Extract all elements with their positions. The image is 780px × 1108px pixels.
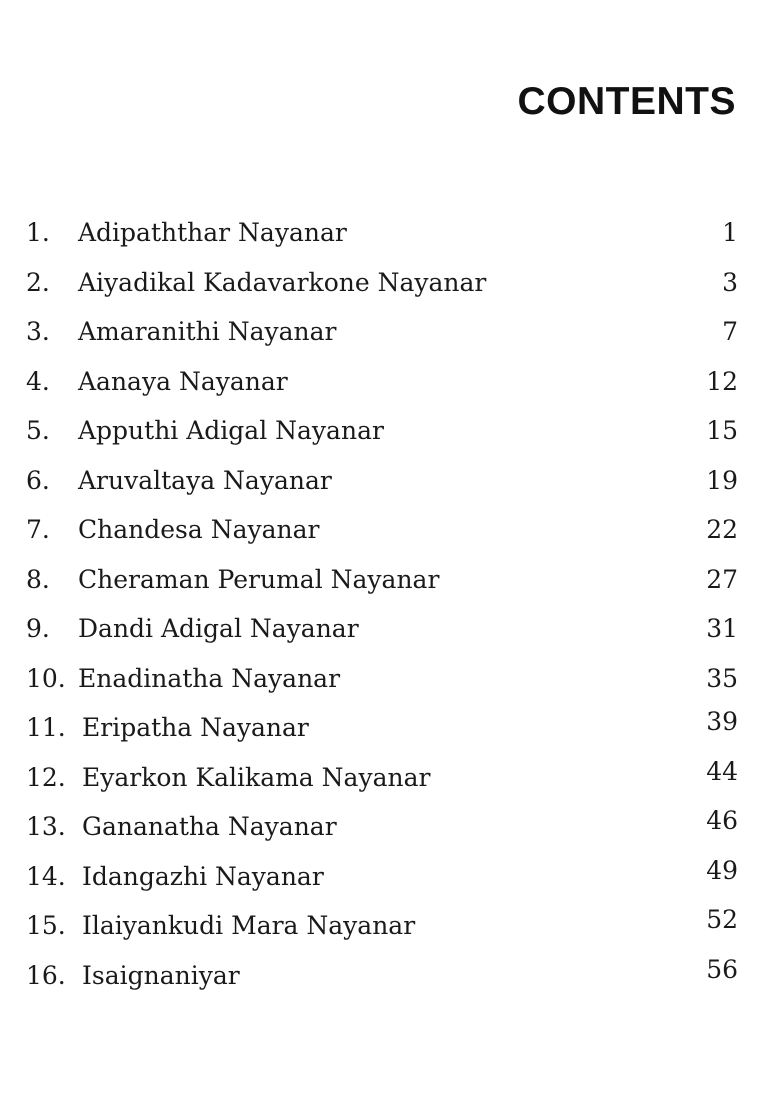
entry-number: 1.: [26, 218, 50, 247]
entry-title: Aruvaltaya Nayanar: [78, 465, 332, 495]
entry-title: Aiyadikal Kadavarkone Nayanar: [78, 267, 487, 297]
entry-title: Adipaththar Nayanar: [78, 218, 347, 247]
entry-title: Apputhi Adigal Nayanar: [78, 416, 384, 445]
entry-title: Eripatha Nayanar: [82, 713, 309, 742]
toc-entry[interactable]: [26, 954, 738, 1011]
table-of-contents: [26, 218, 738, 1010]
entry-title: Enadinatha Nayanar: [78, 663, 341, 693]
entry-title: Cheraman Perumal Nayanar: [78, 564, 440, 594]
entry-number: 8.: [26, 564, 50, 594]
entry-page-number: 19: [706, 465, 738, 495]
entry-page-number: 49: [706, 855, 738, 885]
toc-entry[interactable]: [26, 416, 738, 466]
toc-entry[interactable]: [26, 905, 738, 961]
entry-number: 13.: [26, 812, 66, 841]
toc-entry[interactable]: [26, 268, 738, 318]
entry-page-number: 46: [706, 806, 738, 835]
entry-number: 5.: [26, 416, 50, 445]
entry-title: Eyarkon Kalikama Nayanar: [82, 762, 431, 792]
toc-entry[interactable]: [26, 317, 738, 367]
entry-page-number: 15: [706, 416, 738, 445]
entry-page-number: 27: [706, 564, 738, 594]
toc-entry[interactable]: [26, 515, 738, 565]
entry-title: Idangazhi Nayanar: [82, 861, 324, 891]
entry-number: 10.: [26, 663, 66, 693]
entry-number: 7.: [26, 515, 50, 544]
toc-entry[interactable]: [26, 707, 738, 763]
entry-number: 16.: [26, 960, 66, 990]
entry-title: Isaignaniyar: [82, 960, 240, 990]
entry-page-number: 12: [706, 366, 738, 396]
toc-entry[interactable]: [26, 664, 738, 714]
toc-entry[interactable]: [26, 756, 738, 813]
toc-entry[interactable]: [26, 614, 738, 664]
entry-page-number: 39: [706, 707, 738, 736]
entry-number: 11.: [26, 713, 66, 742]
toc-entry[interactable]: [26, 855, 738, 912]
entry-number: 4.: [26, 366, 50, 396]
toc-entry[interactable]: [26, 367, 738, 417]
entry-number: 12.: [26, 762, 66, 792]
entry-title: Gananatha Nayanar: [82, 812, 337, 841]
entry-number: 2.: [26, 267, 50, 297]
toc-entry[interactable]: [26, 466, 738, 516]
entry-page-number: 3: [722, 267, 738, 297]
entry-page-number: 56: [706, 954, 738, 984]
entry-page-number: 35: [706, 663, 738, 693]
entry-number: 14.: [26, 861, 66, 891]
entry-title: Ilaiyankudi Mara Nayanar: [82, 911, 416, 940]
entry-number: 6.: [26, 465, 50, 495]
entry-title: Dandi Adigal Nayanar: [78, 614, 359, 643]
entry-page-number: 52: [706, 905, 738, 934]
entry-page-number: 22: [706, 515, 738, 544]
toc-entry[interactable]: [26, 806, 738, 862]
entry-page-number: 1: [722, 218, 738, 247]
entry-title: Amaranithi Nayanar: [78, 317, 337, 346]
entry-page-number: 44: [706, 756, 738, 786]
entry-number: 9.: [26, 614, 50, 643]
toc-entry[interactable]: [26, 565, 738, 615]
entry-number: 15.: [26, 911, 66, 940]
entry-title: Chandesa Nayanar: [78, 515, 320, 544]
page-title: CONTENTS: [517, 80, 736, 123]
toc-entry[interactable]: [26, 218, 738, 268]
entry-number: 3.: [26, 317, 50, 346]
entry-page-number: 31: [706, 614, 738, 643]
entry-page-number: 7: [722, 317, 738, 346]
entry-title: Aanaya Nayanar: [78, 366, 288, 396]
